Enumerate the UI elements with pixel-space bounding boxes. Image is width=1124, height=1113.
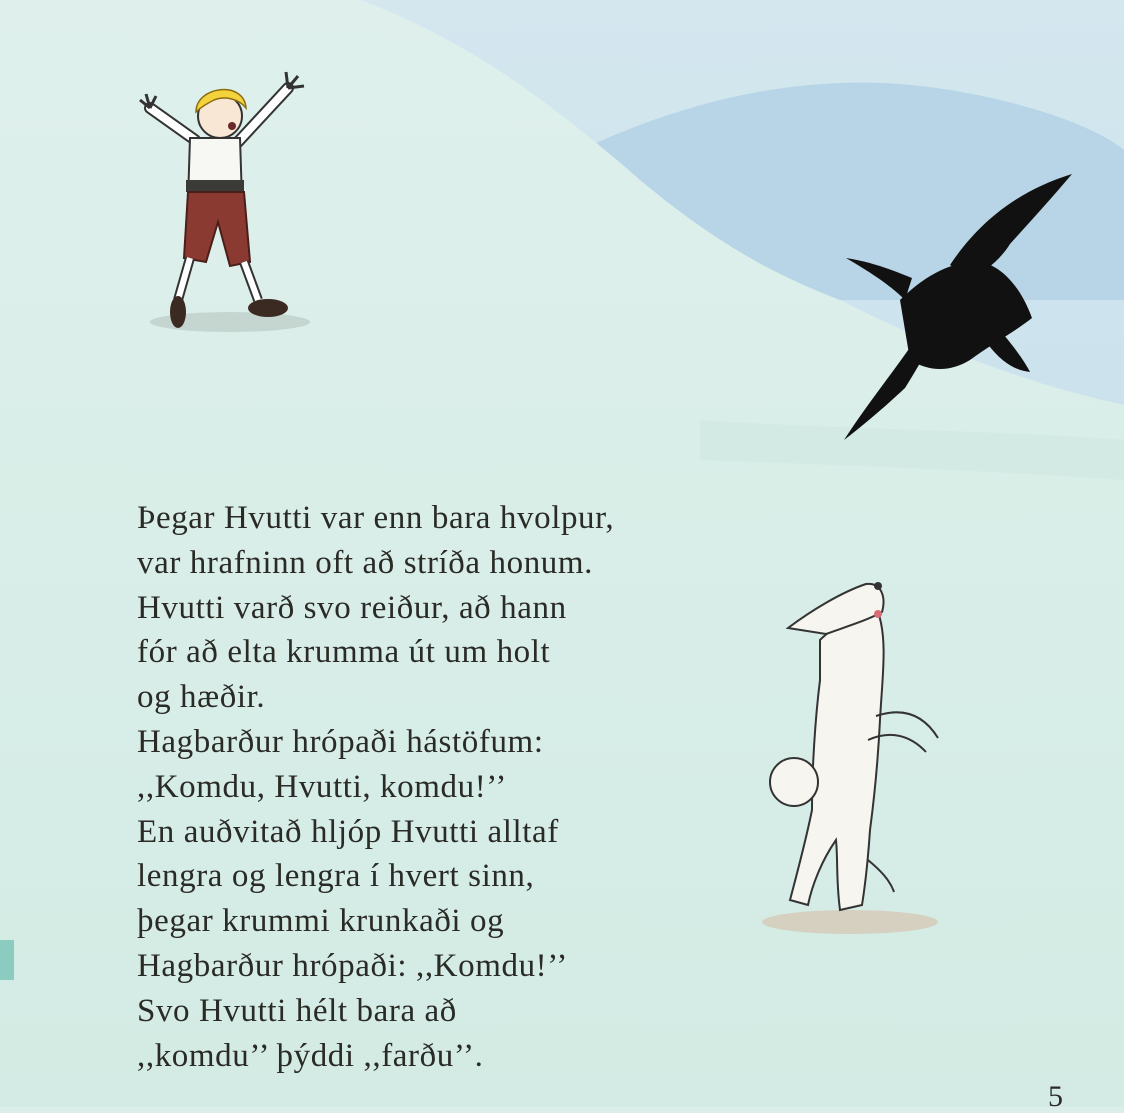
boy-belt (186, 180, 244, 192)
page-edge-mark (0, 940, 14, 980)
boy-mouth (228, 122, 236, 130)
story-line: og hæðir. (137, 679, 266, 716)
dog-shadow (762, 910, 938, 934)
story-line: fór að elta krumma út um holt (137, 634, 551, 671)
boy-right-shoe (248, 299, 288, 317)
dog-nose (874, 582, 882, 590)
story-text (137, 496, 777, 1078)
story-line: Þegar Hvutti var enn bara hvolpur, (137, 500, 615, 536)
story-line: En auðvitað hljóp Hvutti alltaf (137, 813, 559, 850)
story-line: Hagbarður hrópaði: ,,Komdu!’’ (137, 947, 568, 984)
story-line: Hagbarður hrópaði hástöfum: (137, 723, 544, 760)
story-line: þegar krummi krunkaði og (137, 903, 505, 940)
story-line: Svo Hvutti hélt bara að (137, 992, 457, 1029)
story-line: ,,komdu’’ þýddi ,,farðu’’. (137, 1037, 484, 1074)
story-line: Hvutti varð svo reiður, að hann (137, 589, 567, 626)
dog-tongue (874, 610, 882, 618)
boy-left-shoe (170, 296, 186, 328)
dog-tail (770, 758, 818, 806)
story-line: lengra og lengra í hvert sinn, (137, 858, 535, 895)
story-line: var hrafninn oft að stríða honum. (137, 544, 594, 581)
page-number: 5 (1048, 1080, 1063, 1113)
story-line: ,,Komdu, Hvutti, komdu!’’ (137, 768, 508, 805)
